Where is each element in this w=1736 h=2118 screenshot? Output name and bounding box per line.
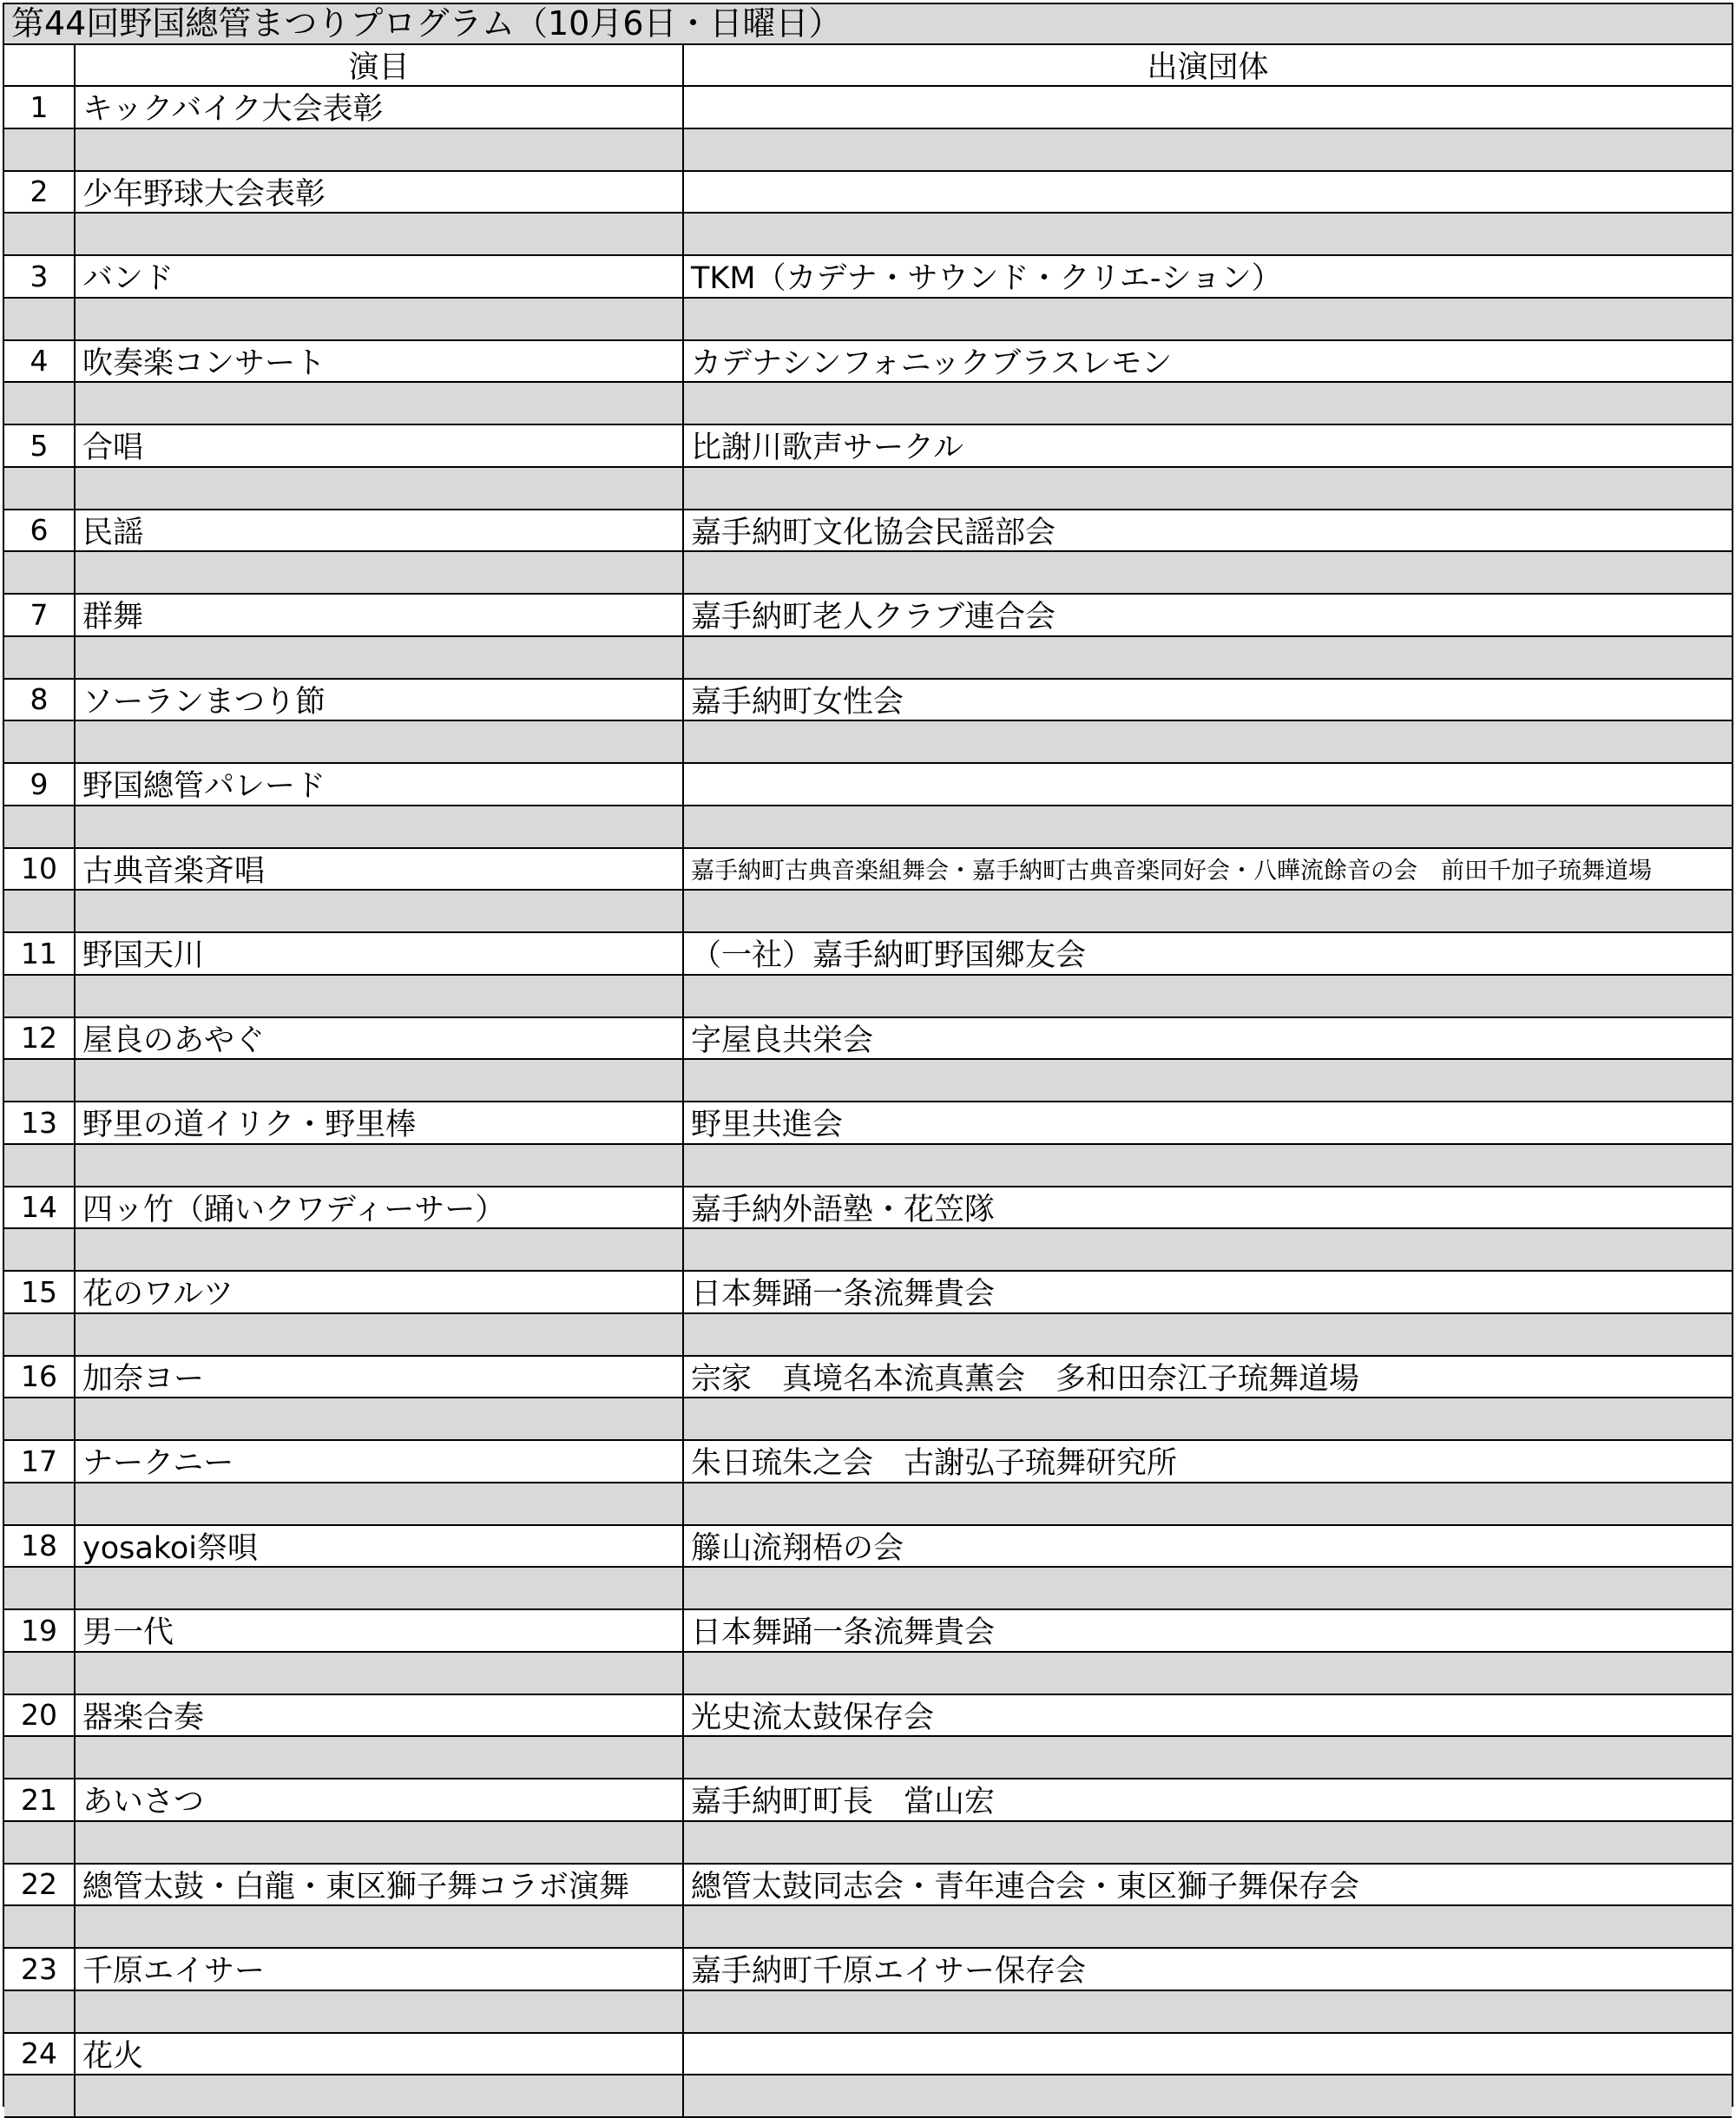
table-row	[4, 425, 1732, 468]
spacer-cell	[684, 721, 1732, 762]
row-number: 8	[4, 680, 76, 720]
spacer-cell	[684, 1906, 1732, 1947]
table-row	[4, 2034, 1732, 2076]
header-performer: 出演団体	[1147, 50, 1269, 85]
spacer-row	[4, 383, 1732, 425]
spacer-cell	[76, 299, 684, 339]
spacer-row	[4, 1483, 1732, 1526]
spacer-cell	[76, 468, 684, 509]
spacer-cell	[76, 1314, 684, 1355]
spacer-cell	[4, 1145, 76, 1186]
spacer-cell	[4, 1483, 76, 1524]
row-performer: 嘉手納町町長 當山宏	[691, 1785, 996, 1820]
table-row	[4, 510, 1732, 553]
spacer-cell	[4, 637, 76, 678]
spacer-cell	[684, 1568, 1732, 1608]
spacer-cell	[76, 1483, 684, 1524]
spacer-cell	[4, 891, 76, 931]
spacer-row	[4, 468, 1732, 510]
table-row	[4, 341, 1732, 384]
spacer-cell	[76, 806, 684, 847]
row-program: 器楽合奏	[76, 1695, 684, 1736]
spacer-cell	[684, 1145, 1732, 1186]
spacer-cell	[76, 721, 684, 762]
spacer-cell	[4, 299, 76, 339]
row-number: 5	[4, 425, 76, 466]
spacer-cell	[76, 1145, 684, 1186]
table-row	[4, 1695, 1732, 1738]
row-performer: 嘉手納町千原エイサー保存会	[691, 1954, 1087, 1990]
spacer-cell	[76, 1060, 684, 1101]
table-row	[4, 933, 1732, 976]
spacer-cell	[684, 2075, 1732, 2116]
row-performer: 總管太鼓同志会・青年連合会・東区獅子舞保存会	[691, 1869, 1360, 1904]
program-sheet	[3, 3, 1733, 2107]
row-number: 7	[4, 595, 76, 635]
row-number: 19	[4, 1610, 76, 1651]
spacer-row	[4, 1906, 1732, 1949]
row-program: 千原エイサー	[76, 1949, 684, 1990]
spacer-row	[4, 1398, 1732, 1441]
row-performer: 嘉手納町女性会	[691, 684, 904, 720]
row-performer: 比謝川歌声サークル	[691, 431, 963, 466]
spacer-cell	[684, 1737, 1732, 1778]
row-number: 9	[4, 764, 76, 805]
row-program: キックバイク大会表彰	[76, 87, 684, 128]
spacer-cell	[684, 1398, 1732, 1439]
spacer-cell	[76, 1398, 684, 1439]
spacer-cell	[684, 129, 1732, 170]
row-program: 花のワルツ	[76, 1272, 684, 1312]
spacer-row	[4, 637, 1732, 680]
header-number	[4, 45, 76, 85]
row-performer: 嘉手納町文化協会民謡部会	[691, 515, 1056, 550]
spacer-cell	[684, 1314, 1732, 1355]
spacer-row	[4, 552, 1732, 595]
spacer-cell	[4, 383, 76, 424]
row-number: 4	[4, 341, 76, 382]
table-row	[4, 1187, 1732, 1230]
row-performer	[684, 172, 1732, 213]
spacer-cell	[76, 383, 684, 424]
spacer-cell	[4, 1737, 76, 1778]
table-row	[4, 1272, 1732, 1314]
row-performer: 嘉手納町古典音楽組舞会・嘉手納町古典音楽同好会・八曄流餘音の会 前田千加子琉舞道場	[691, 858, 1652, 885]
spacer-row	[4, 299, 1732, 341]
spacer-cell	[76, 976, 684, 1016]
spacer-row	[4, 2075, 1732, 2118]
spacer-cell	[76, 1991, 684, 2032]
spacer-row	[4, 1653, 1732, 1695]
row-performer: 朱日琉朱之会 古謝弘子琉舞研究所	[691, 1446, 1178, 1482]
row-program: 野里の道イリク・野里棒	[76, 1102, 684, 1143]
row-number: 22	[4, 1865, 76, 1905]
spacer-row	[4, 1737, 1732, 1779]
spacer-cell	[4, 1991, 76, 2032]
row-number: 2	[4, 172, 76, 213]
row-program: 花火	[76, 2034, 684, 2075]
header-program: 演目	[76, 45, 684, 85]
row-program: あいさつ	[76, 1779, 684, 1820]
spacer-row	[4, 1314, 1732, 1357]
spacer-cell	[76, 1653, 684, 1694]
row-program: バンド	[76, 256, 684, 297]
spacer-cell	[4, 1314, 76, 1355]
table-row	[4, 849, 1732, 891]
spacer-cell	[4, 1398, 76, 1439]
spacer-cell	[4, 468, 76, 509]
row-program: 屋良のあやぐ	[76, 1018, 684, 1059]
spacer-row	[4, 1229, 1732, 1272]
spacer-cell	[684, 383, 1732, 424]
table-row	[4, 87, 1732, 129]
spacer-cell	[76, 214, 684, 254]
row-program: 男一代	[76, 1610, 684, 1651]
spacer-cell	[76, 1822, 684, 1863]
row-number: 14	[4, 1187, 76, 1228]
row-number: 12	[4, 1018, 76, 1059]
column-header-row	[4, 45, 1732, 87]
row-number: 13	[4, 1102, 76, 1143]
spacer-row	[4, 1991, 1732, 2034]
row-program: 民謡	[76, 510, 684, 551]
table-row	[4, 1949, 1732, 1991]
spacer-row	[4, 976, 1732, 1018]
spacer-cell	[76, 1229, 684, 1270]
table-row	[4, 595, 1732, 637]
row-performer: 嘉手納外語塾・花笠隊	[691, 1192, 996, 1227]
row-program: 群舞	[76, 595, 684, 635]
row-program: ソーランまつり節	[76, 680, 684, 720]
row-program: 野国天川	[76, 933, 684, 974]
spacer-cell	[76, 1568, 684, 1608]
spacer-row	[4, 214, 1732, 256]
table-row	[4, 1610, 1732, 1653]
spacer-row	[4, 1145, 1732, 1187]
spacer-cell	[684, 806, 1732, 847]
spacer-cell	[4, 1653, 76, 1694]
table-row	[4, 1441, 1732, 1483]
row-program: ナークニー	[76, 1441, 684, 1482]
spacer-cell	[684, 1653, 1732, 1694]
spacer-cell	[684, 299, 1732, 339]
row-program: 加奈ヨー	[76, 1357, 684, 1398]
row-number: 16	[4, 1357, 76, 1398]
row-number: 3	[4, 256, 76, 297]
spacer-cell	[4, 1568, 76, 1608]
spacer-cell	[76, 891, 684, 931]
table-row	[4, 256, 1732, 299]
spacer-cell	[684, 1822, 1732, 1863]
row-performer: 籐山流翔梧の会	[691, 1530, 904, 1566]
table-row	[4, 1865, 1732, 1907]
row-performer: 日本舞踊一条流舞貴会	[691, 1615, 996, 1651]
spacer-cell	[76, 1737, 684, 1778]
spacer-cell	[76, 1906, 684, 1947]
row-performer: 宗家 真境名本流真薫会 多和田奈江子琉舞道場	[691, 1361, 1360, 1397]
row-program: yosakoi祭唄	[76, 1526, 684, 1567]
spacer-cell	[684, 1060, 1732, 1101]
row-number: 18	[4, 1526, 76, 1567]
spacer-cell	[684, 891, 1732, 931]
spacer-row	[4, 1568, 1732, 1610]
spacer-cell	[4, 1906, 76, 1947]
spacer-cell	[684, 1229, 1732, 1270]
spacer-cell	[4, 1229, 76, 1270]
table-row	[4, 764, 1732, 806]
row-performer: TKM（カデナ・サウンド・クリエ-ション）	[691, 261, 1282, 297]
table-row	[4, 1526, 1732, 1569]
table-row	[4, 1357, 1732, 1399]
row-program: 合唱	[76, 425, 684, 466]
spacer-row	[4, 1822, 1732, 1865]
row-program: 總管太鼓・白龍・東区獅子舞コラボ演舞	[76, 1865, 684, 1905]
row-performer: 野里共進会	[691, 1108, 844, 1143]
spacer-cell	[4, 976, 76, 1016]
spacer-row	[4, 129, 1732, 172]
row-performer	[684, 87, 1732, 128]
spacer-cell	[684, 1991, 1732, 2032]
row-number: 10	[4, 849, 76, 890]
spacer-cell	[684, 1483, 1732, 1524]
spacer-row	[4, 1060, 1732, 1102]
spacer-row	[4, 806, 1732, 849]
row-number: 11	[4, 933, 76, 974]
spacer-cell	[76, 637, 684, 678]
row-number: 23	[4, 1949, 76, 1990]
spacer-cell	[684, 468, 1732, 509]
row-number: 17	[4, 1441, 76, 1482]
spacer-row	[4, 891, 1732, 933]
row-program: 吹奏楽コンサート	[76, 341, 684, 382]
row-performer: カデナシンフォニックブラスレモン	[691, 345, 1173, 381]
row-performer: 日本舞踊一条流舞貴会	[691, 1277, 996, 1312]
spacer-cell	[4, 552, 76, 593]
spacer-cell	[4, 721, 76, 762]
row-program: 四ッ竹（踊いクワディーサー）	[76, 1187, 684, 1228]
row-performer: （一社）嘉手納町野国郷友会	[691, 938, 1087, 974]
table-row	[4, 680, 1732, 722]
spacer-row	[4, 721, 1732, 764]
spacer-cell	[4, 1822, 76, 1863]
row-number: 15	[4, 1272, 76, 1312]
spacer-cell	[684, 976, 1732, 1016]
spacer-cell	[4, 806, 76, 847]
row-performer: 嘉手納町老人クラブ連合会	[691, 600, 1056, 635]
row-performer	[684, 2034, 1732, 2075]
spacer-cell	[76, 552, 684, 593]
row-performer: 光史流太鼓保存会	[691, 1700, 935, 1735]
spacer-cell	[4, 2075, 76, 2116]
spacer-cell	[4, 214, 76, 254]
table-row	[4, 172, 1732, 214]
row-performer	[684, 764, 1732, 805]
row-program: 少年野球大会表彰	[76, 172, 684, 213]
sheet-title: 第44回野国總管まつりプログラム（10月6日・日曜日）	[4, 4, 1732, 45]
spacer-cell	[4, 1060, 76, 1101]
table-row	[4, 1018, 1732, 1061]
spacer-cell	[4, 129, 76, 170]
row-program: 古典音楽斉唱	[76, 849, 684, 890]
row-number: 24	[4, 2034, 76, 2075]
spacer-cell	[76, 129, 684, 170]
row-number: 1	[4, 87, 76, 128]
row-number: 21	[4, 1779, 76, 1820]
spacer-cell	[684, 637, 1732, 678]
spacer-cell	[684, 552, 1732, 593]
row-performer: 字屋良共栄会	[691, 1023, 874, 1058]
spacer-cell	[684, 214, 1732, 254]
table-row	[4, 1779, 1732, 1822]
row-number: 6	[4, 510, 76, 551]
table-row	[4, 1102, 1732, 1145]
row-program: 野国總管パレード	[76, 764, 684, 805]
row-number: 20	[4, 1695, 76, 1736]
spacer-cell	[76, 2075, 684, 2116]
